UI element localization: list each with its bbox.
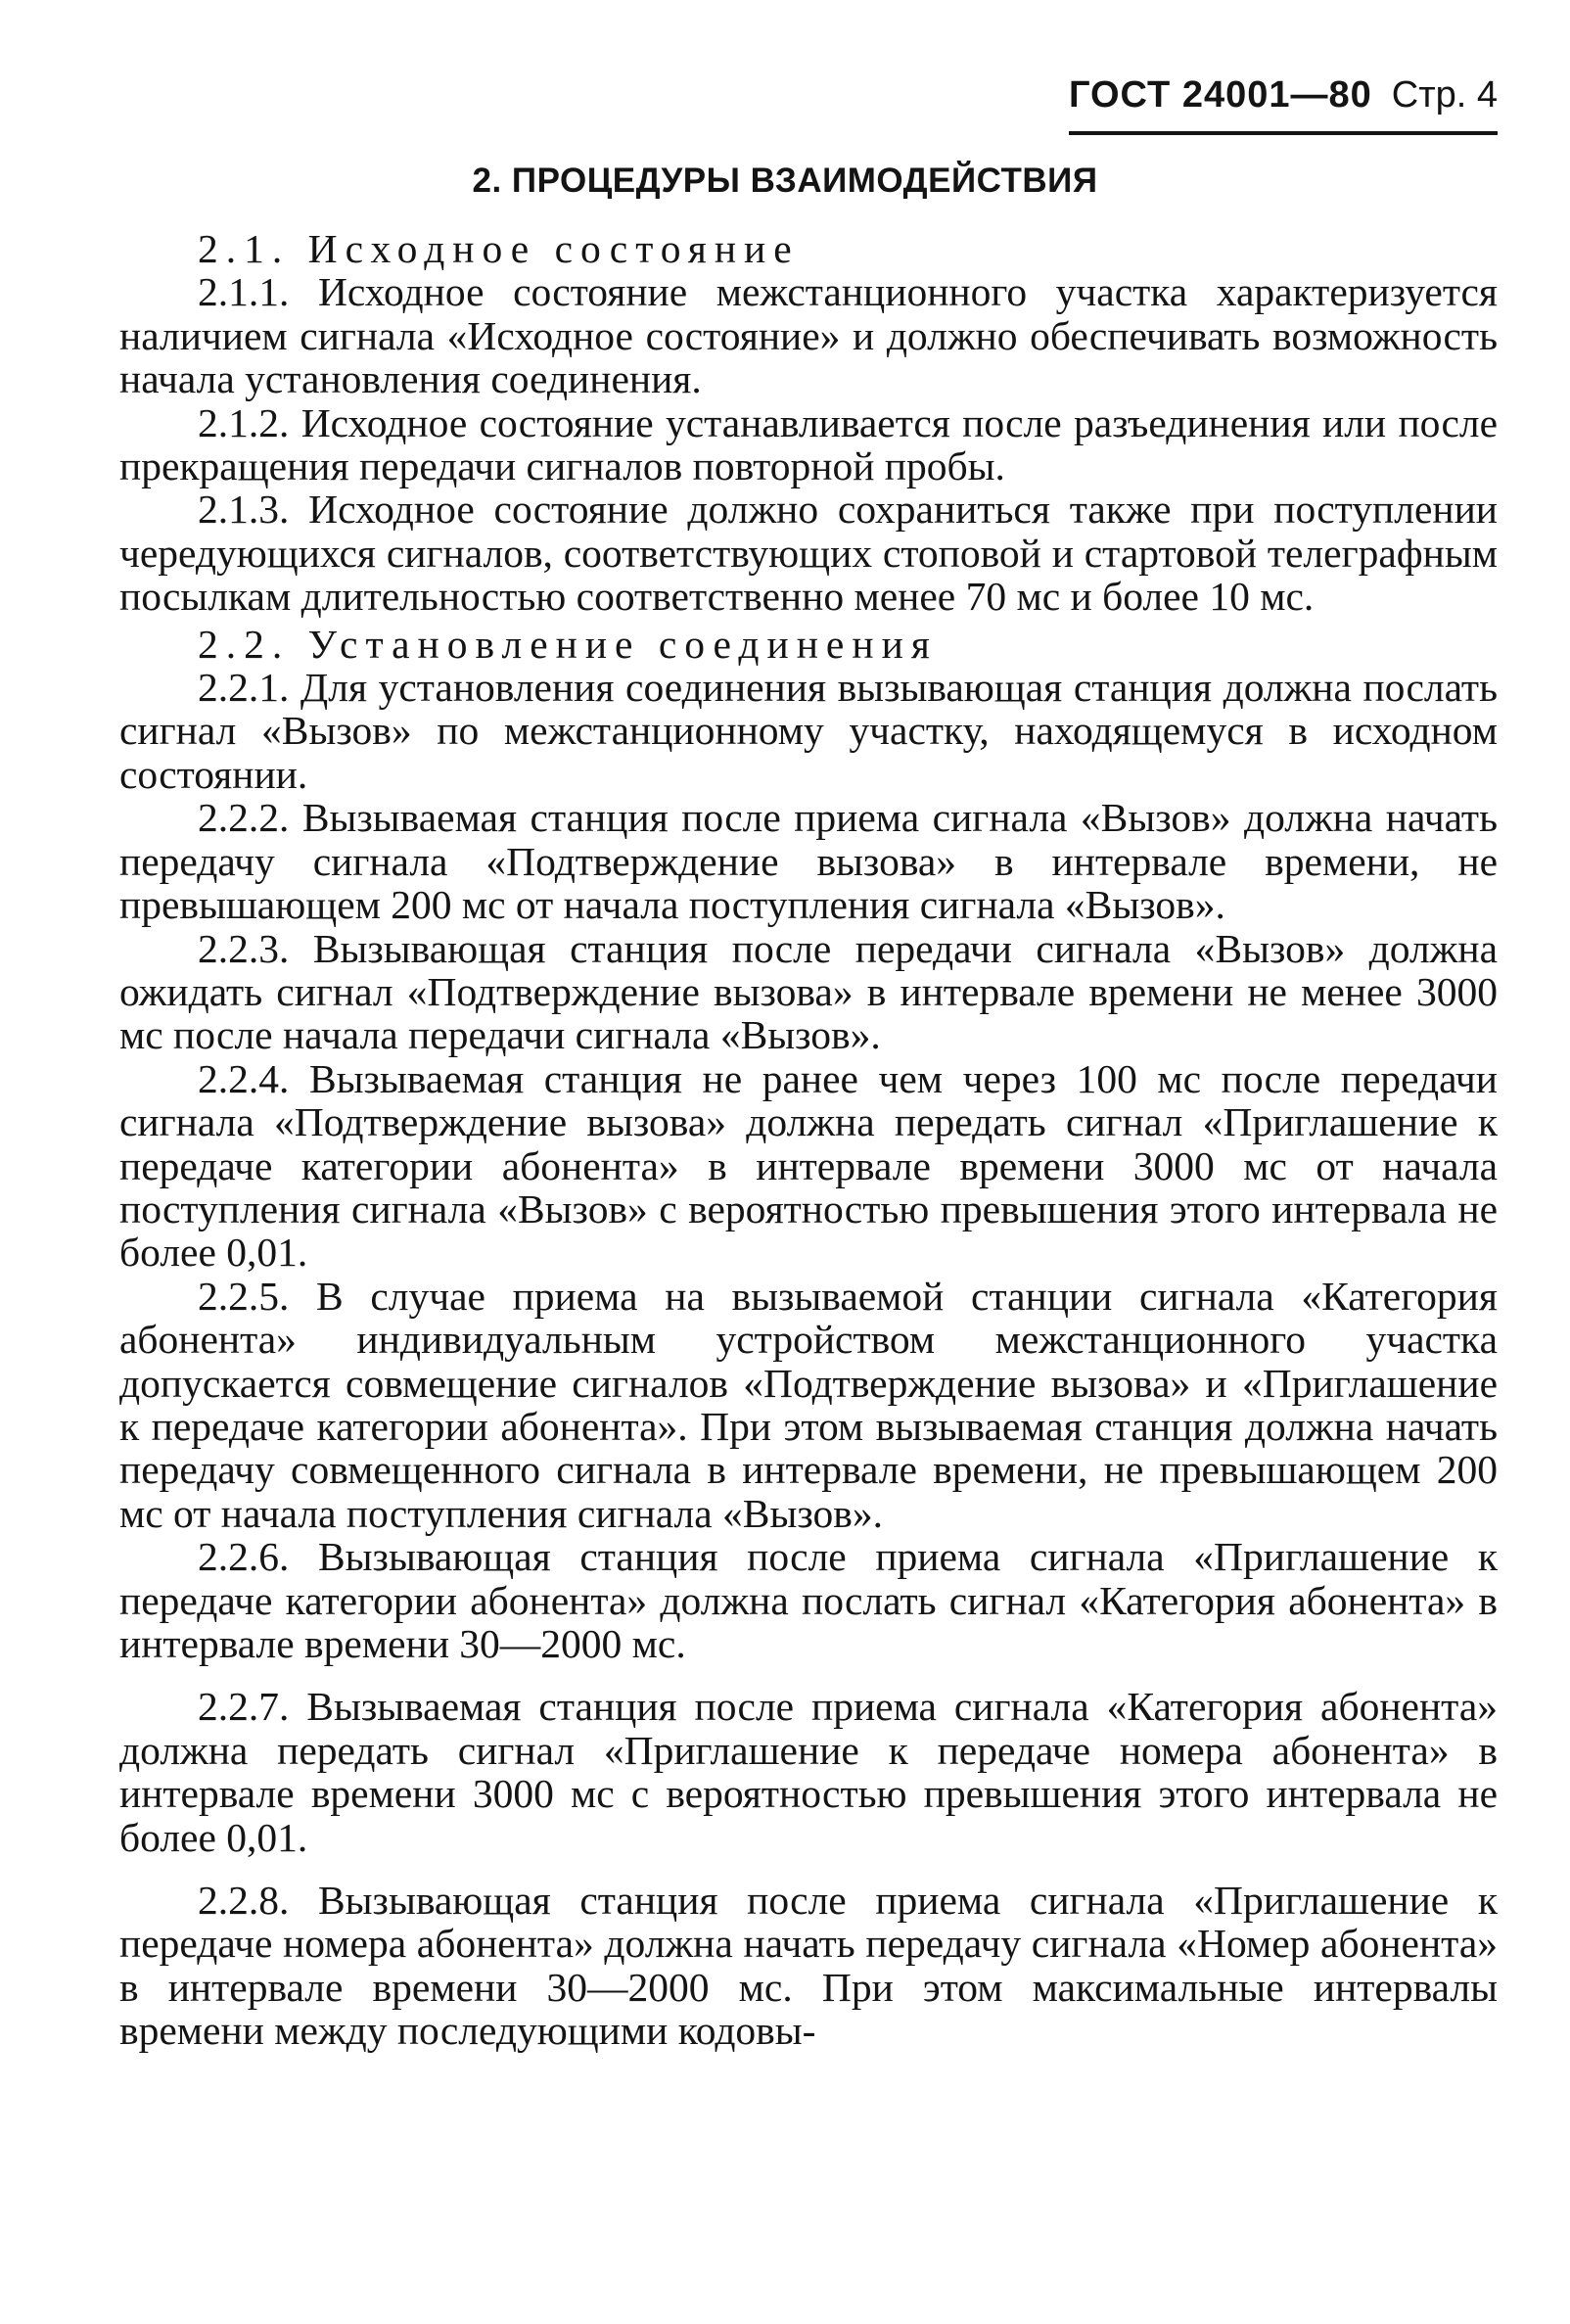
paragraph-2-1-1: 2.1.1. Исходное состояние межстанционного участка характеризуется наличием сигнала «Исходное состояние» и должно обеспечивать возможность начала установления соединения.	[119, 269, 1498, 402]
subsection-heading-2-1: 2.1. Исходное состояние	[198, 226, 800, 271]
paragraph-2-1-2: 2.1.2. Исходное состояние устанавливается после разъединения или после прекращения передачи сигналов повторной пробы.	[119, 399, 1498, 489]
section-title: 2. ПРОЦЕДУРЫ ВЗАИМОДЕЙСТВИЯ	[472, 162, 1098, 200]
paragraph-2-1-3: 2.1.3. Исходное состояние должно сохраниться также при поступлении чередующихся сигналов, соответствующих стоповой и стартовой телеграфным посылкам длительностью соответственно менее 70 мс и более 10 мс.	[119, 487, 1498, 620]
document-body	[119, 227, 1498, 2053]
paragraph-2-2-6: 2.2.6. Вызывающая станция после приема сигнала «Приглашение к передаче категории абонента» должна послать сигнал «Категория абонента» в интервале времени 30—2000 мс.	[119, 1534, 1498, 1666]
paragraph-2-2-1: 2.2.1. Для установления соединения вызывающая станция должна послать сигнал «Вызов» по межстанционному участку, находящемуся в исходном состоянии.	[119, 665, 1498, 797]
paragraph-2-2-2: 2.2.2. Вызываемая станция после приема сигнала «Вызов» должна начать передачу сигнала «Подтверждение вызова» в интервале времени, не превышающем 200 мс от начала поступления сигнала «Вызов».	[119, 795, 1498, 928]
paragraph-2-2-8: 2.2.8. Вызывающая станция после приема сигнала «Приглашение к передаче номера абонента» должна начать передачу сигнала «Номер абонента» в интервале времени 30—2000 мс. При этом максимальные интервалы времени между последующими кодовы-	[119, 1878, 1498, 2054]
standard-number: ГОСТ 24001—80	[1068, 74, 1372, 116]
header-rule	[1069, 131, 1498, 135]
page-header	[0, 70, 1498, 119]
paragraph-2-2-7: 2.2.7. Вызываемая станция после приема сигнала «Категория абонента» должна передать сигнал «Приглашение к передаче номера абонента» в интервале времени 3000 мс с вероятностью превышения этого интервала не более 0,01.	[119, 1684, 1498, 1860]
subsection-heading-2-2: 2.2. Установление соединения	[198, 621, 938, 667]
paragraph-2-2-5: 2.2.5. В случае приема на вызываемой станции сигнала «Категория абонента» индивидуальным устройством межстанционного участка допускается совмещение сигналов «Подтверждение вызова» и «Приглашение к передаче категории абонента». При этом вызываемая станция должна начать передачу совмещенного сигнала в интервале времени, не превышающем 200 мс от начала поступления сигнала «Вызов».	[119, 1273, 1498, 1536]
page-number: Стр. 4	[1391, 74, 1498, 116]
paragraph-2-2-4: 2.2.4. Вызываемая станция не ранее чем через 100 мс после передачи сигнала «Подтверждение вызова» должна передать сигнал «Приглашение к передаче категории абонента» в интервале времени 3000 мс от начала поступления сигнала «Вызов» с вероятностью превышения этого интервала не более 0,01.	[119, 1055, 1498, 1276]
paragraph-2-2-3: 2.2.3. Вызывающая станция после передачи сигнала «Вызов» должна ожидать сигнал «Подтверждение вызова» в интервале времени не менее 3000 мс после начала передачи сигнала «Вызов».	[119, 925, 1498, 1058]
